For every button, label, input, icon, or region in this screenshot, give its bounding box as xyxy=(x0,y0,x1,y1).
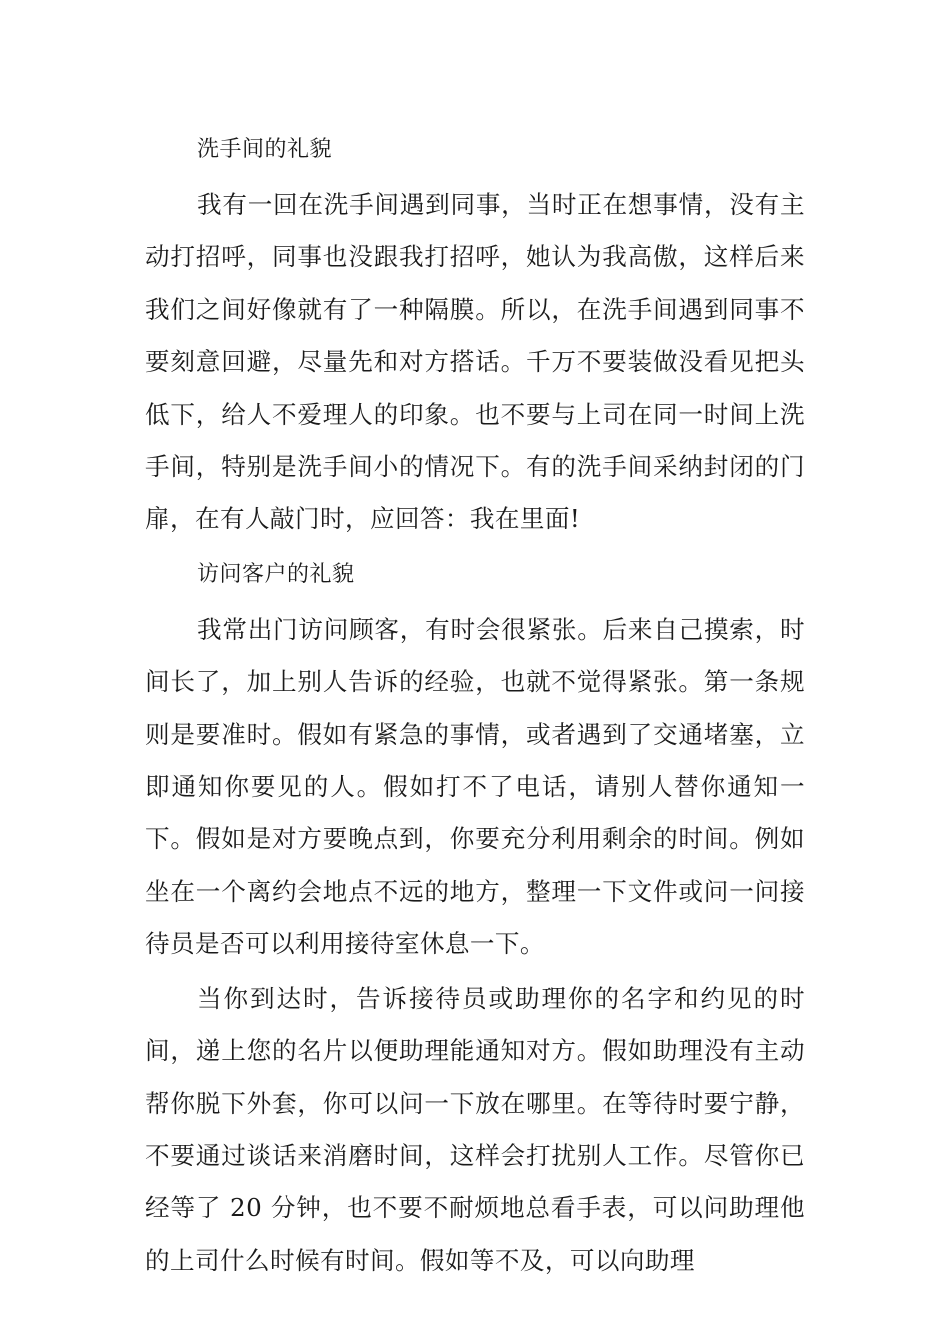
section-heading-restroom-etiquette: 洗手间的礼貌 xyxy=(197,137,333,162)
document-body xyxy=(145,121,805,1287)
paragraph-client-visit-arrival: 当你到达时，告诉接待员或助理你的名字和约见的时间，递上您的名片以便助理能通知对方。假如助理没有主动帮你脱下外套，你可以问一下放在哪里。在等待时要宁静，不要通过谈话来消磨时间，这样会打扰别人工作。尽管你已经等了 20 分钟，也不要不耐烦地总看手表，可以问助理他的上司什么时候有时间。假如等不及，可以向助理 xyxy=(145,983,805,1275)
paragraph-restroom-etiquette: 我有一回在洗手间遇到同事，当时正在想事情，没有主动打招呼，同事也没跟我打招呼，她认为我高傲，这样后来我们之间好像就有了一种隔膜。所以，在洗手间遇到同事不要刻意回避，尽量先和对方搭话。千万不要装做没看见把头低下，给人不爱理人的印象。也不要与上司在同一时间上洗手间，特别是洗手间小的情况下。有的洗手间采纳封闭的门扉，在有人敲门时，应回答：我在里面! xyxy=(145,190,805,534)
section-heading-client-visit-etiquette: 访问客户的礼貌 xyxy=(197,561,355,587)
paragraph-client-visit-punctuality: 我常出门访问顾客，有时会很紧张。后来自己摸索，时间长了，加上别人告诉的经验，也就不觉得紧张。第一条规则是要准时。假如有紧急的事情，或者遇到了交通堵塞，立即通知你要见的人。假如打不了电话，请别人替你通知一下。假如是对方要晚点到，你要充分利用剩余的时间。例如坐在一个离约会地点不远的地方，整理一下文件或问一问接待员是否可以利用接待室休息一下。 xyxy=(145,614,805,959)
